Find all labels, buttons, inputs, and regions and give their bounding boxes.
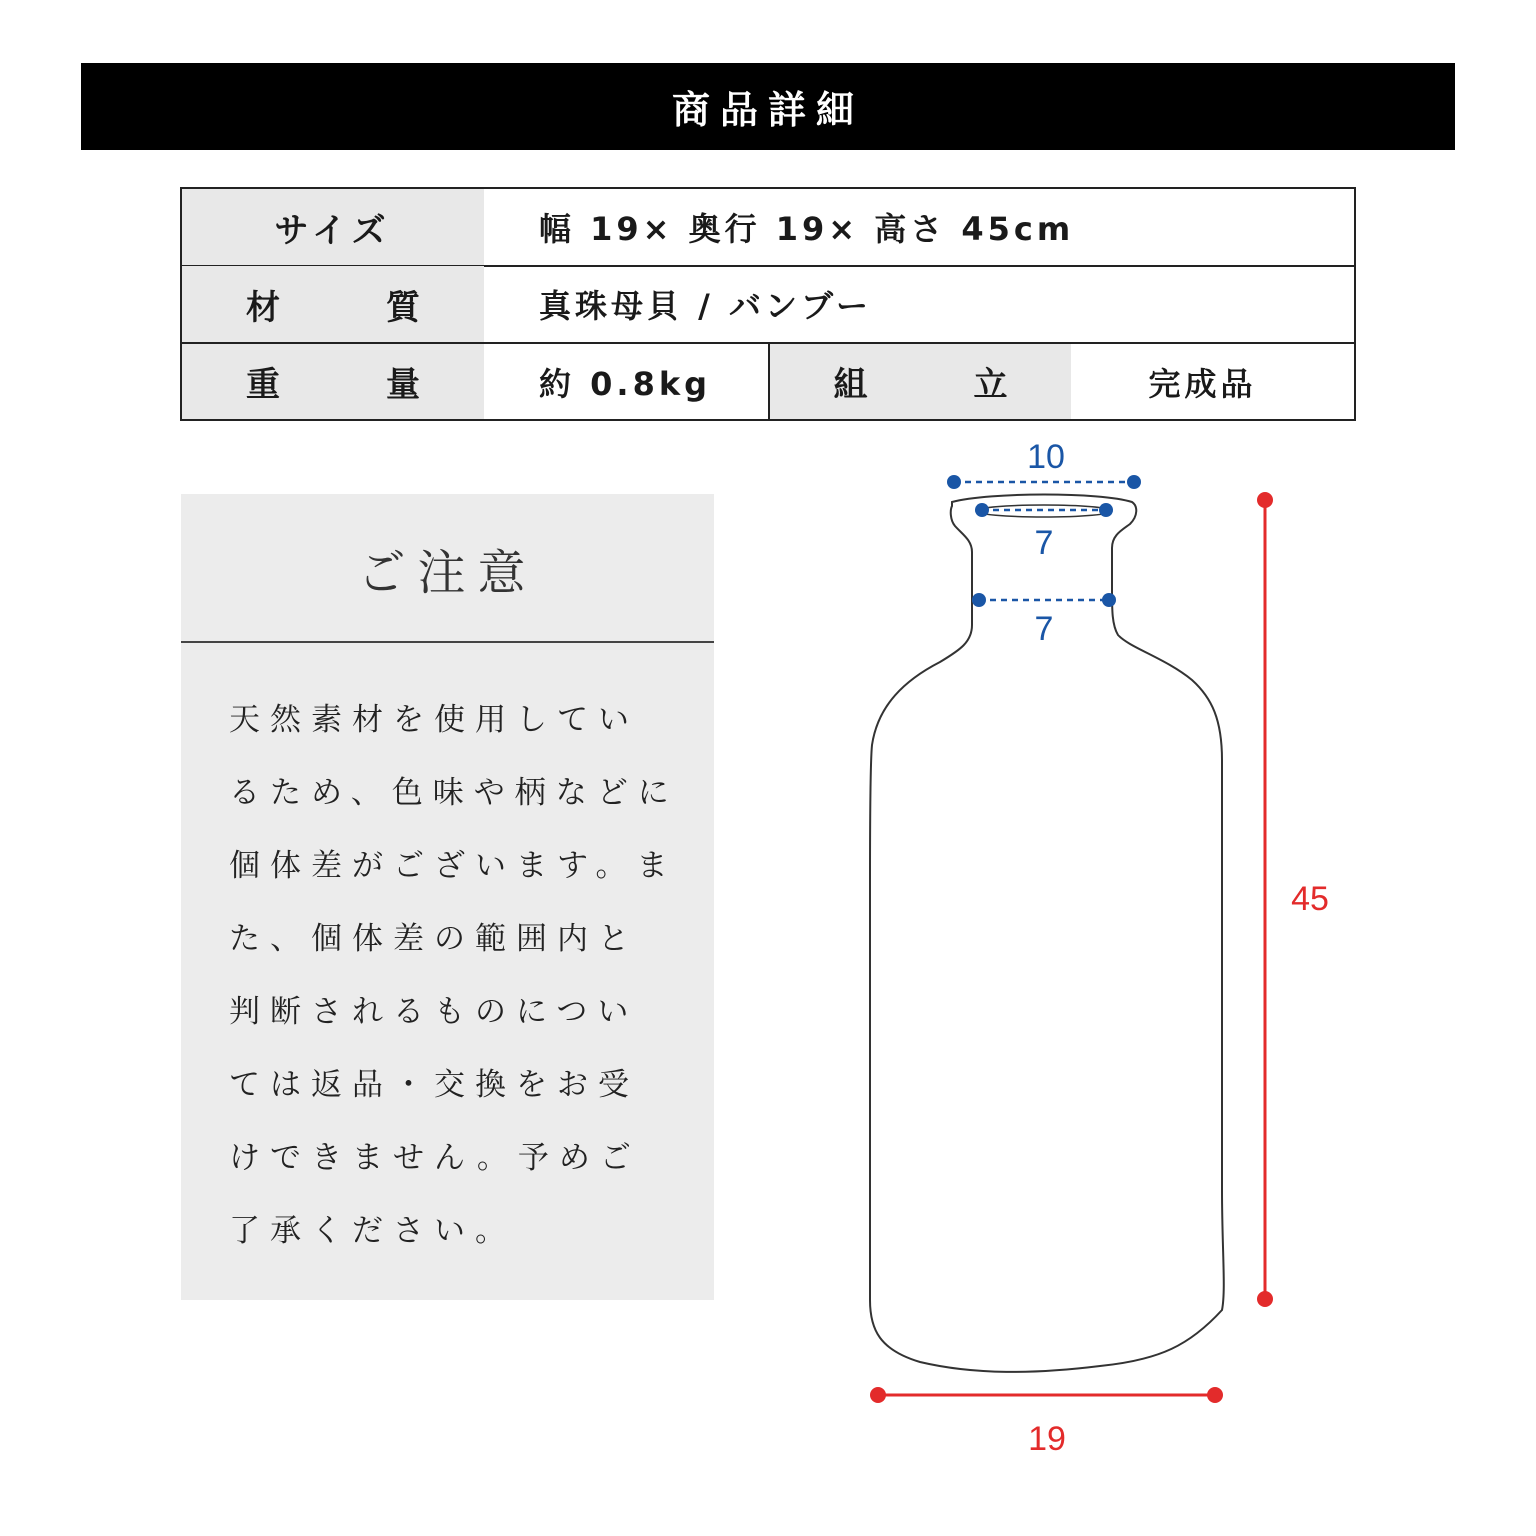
notice-title: ご注意 bbox=[357, 544, 538, 601]
weight-label: 重 量 bbox=[182, 344, 484, 419]
page-title: 商品詳細 bbox=[671, 88, 864, 132]
width-label: 19 bbox=[1028, 1420, 1066, 1458]
width-dot-left bbox=[870, 1387, 886, 1403]
spec-table bbox=[180, 187, 1356, 421]
spec-row-material bbox=[182, 266, 1354, 344]
weight-value: 約 0.8kg bbox=[539, 364, 712, 403]
notice-box bbox=[181, 494, 714, 1300]
material-label: 材 質 bbox=[182, 266, 484, 342]
mouth-outer-dot-left bbox=[947, 475, 961, 489]
height-dot-top bbox=[1257, 492, 1273, 508]
spec-row-size bbox=[182, 189, 1354, 267]
mouth-inner-dot-left bbox=[975, 503, 989, 517]
spec-row-weight bbox=[182, 344, 1354, 419]
assembly-label: 組 立 bbox=[768, 344, 1071, 419]
header-bar bbox=[81, 63, 1455, 150]
mouth-outer-dot-right bbox=[1127, 475, 1141, 489]
width-dot-right bbox=[1207, 1387, 1223, 1403]
neck-dot-right bbox=[1102, 593, 1116, 607]
mouth-outer-label: 10 bbox=[1027, 438, 1065, 476]
height-dot-bottom bbox=[1257, 1291, 1273, 1307]
mouth-inner-dot-right bbox=[1099, 503, 1113, 517]
size-label: サイズ bbox=[182, 189, 484, 265]
mouth-inner-label: 7 bbox=[1034, 524, 1054, 562]
height-label: 45 bbox=[1291, 880, 1329, 918]
size-value: 幅 19× 奥行 19× 高さ 45cm bbox=[539, 210, 1075, 248]
vase-diagram bbox=[800, 430, 1360, 1480]
neck-label: 7 bbox=[1034, 610, 1054, 648]
neck-dot-left bbox=[972, 593, 986, 607]
notice-divider bbox=[181, 641, 714, 643]
notice-body: 天然素材を使用しているため、色味や柄などに個体差がございます。また、個体差の範囲内と判断されるものについては返品・交換をお受けできません。予めご了承ください。 bbox=[229, 702, 679, 1249]
material-value: 真珠母貝 / バンブー bbox=[539, 287, 873, 325]
assembly-value: 完成品 bbox=[1148, 364, 1257, 403]
